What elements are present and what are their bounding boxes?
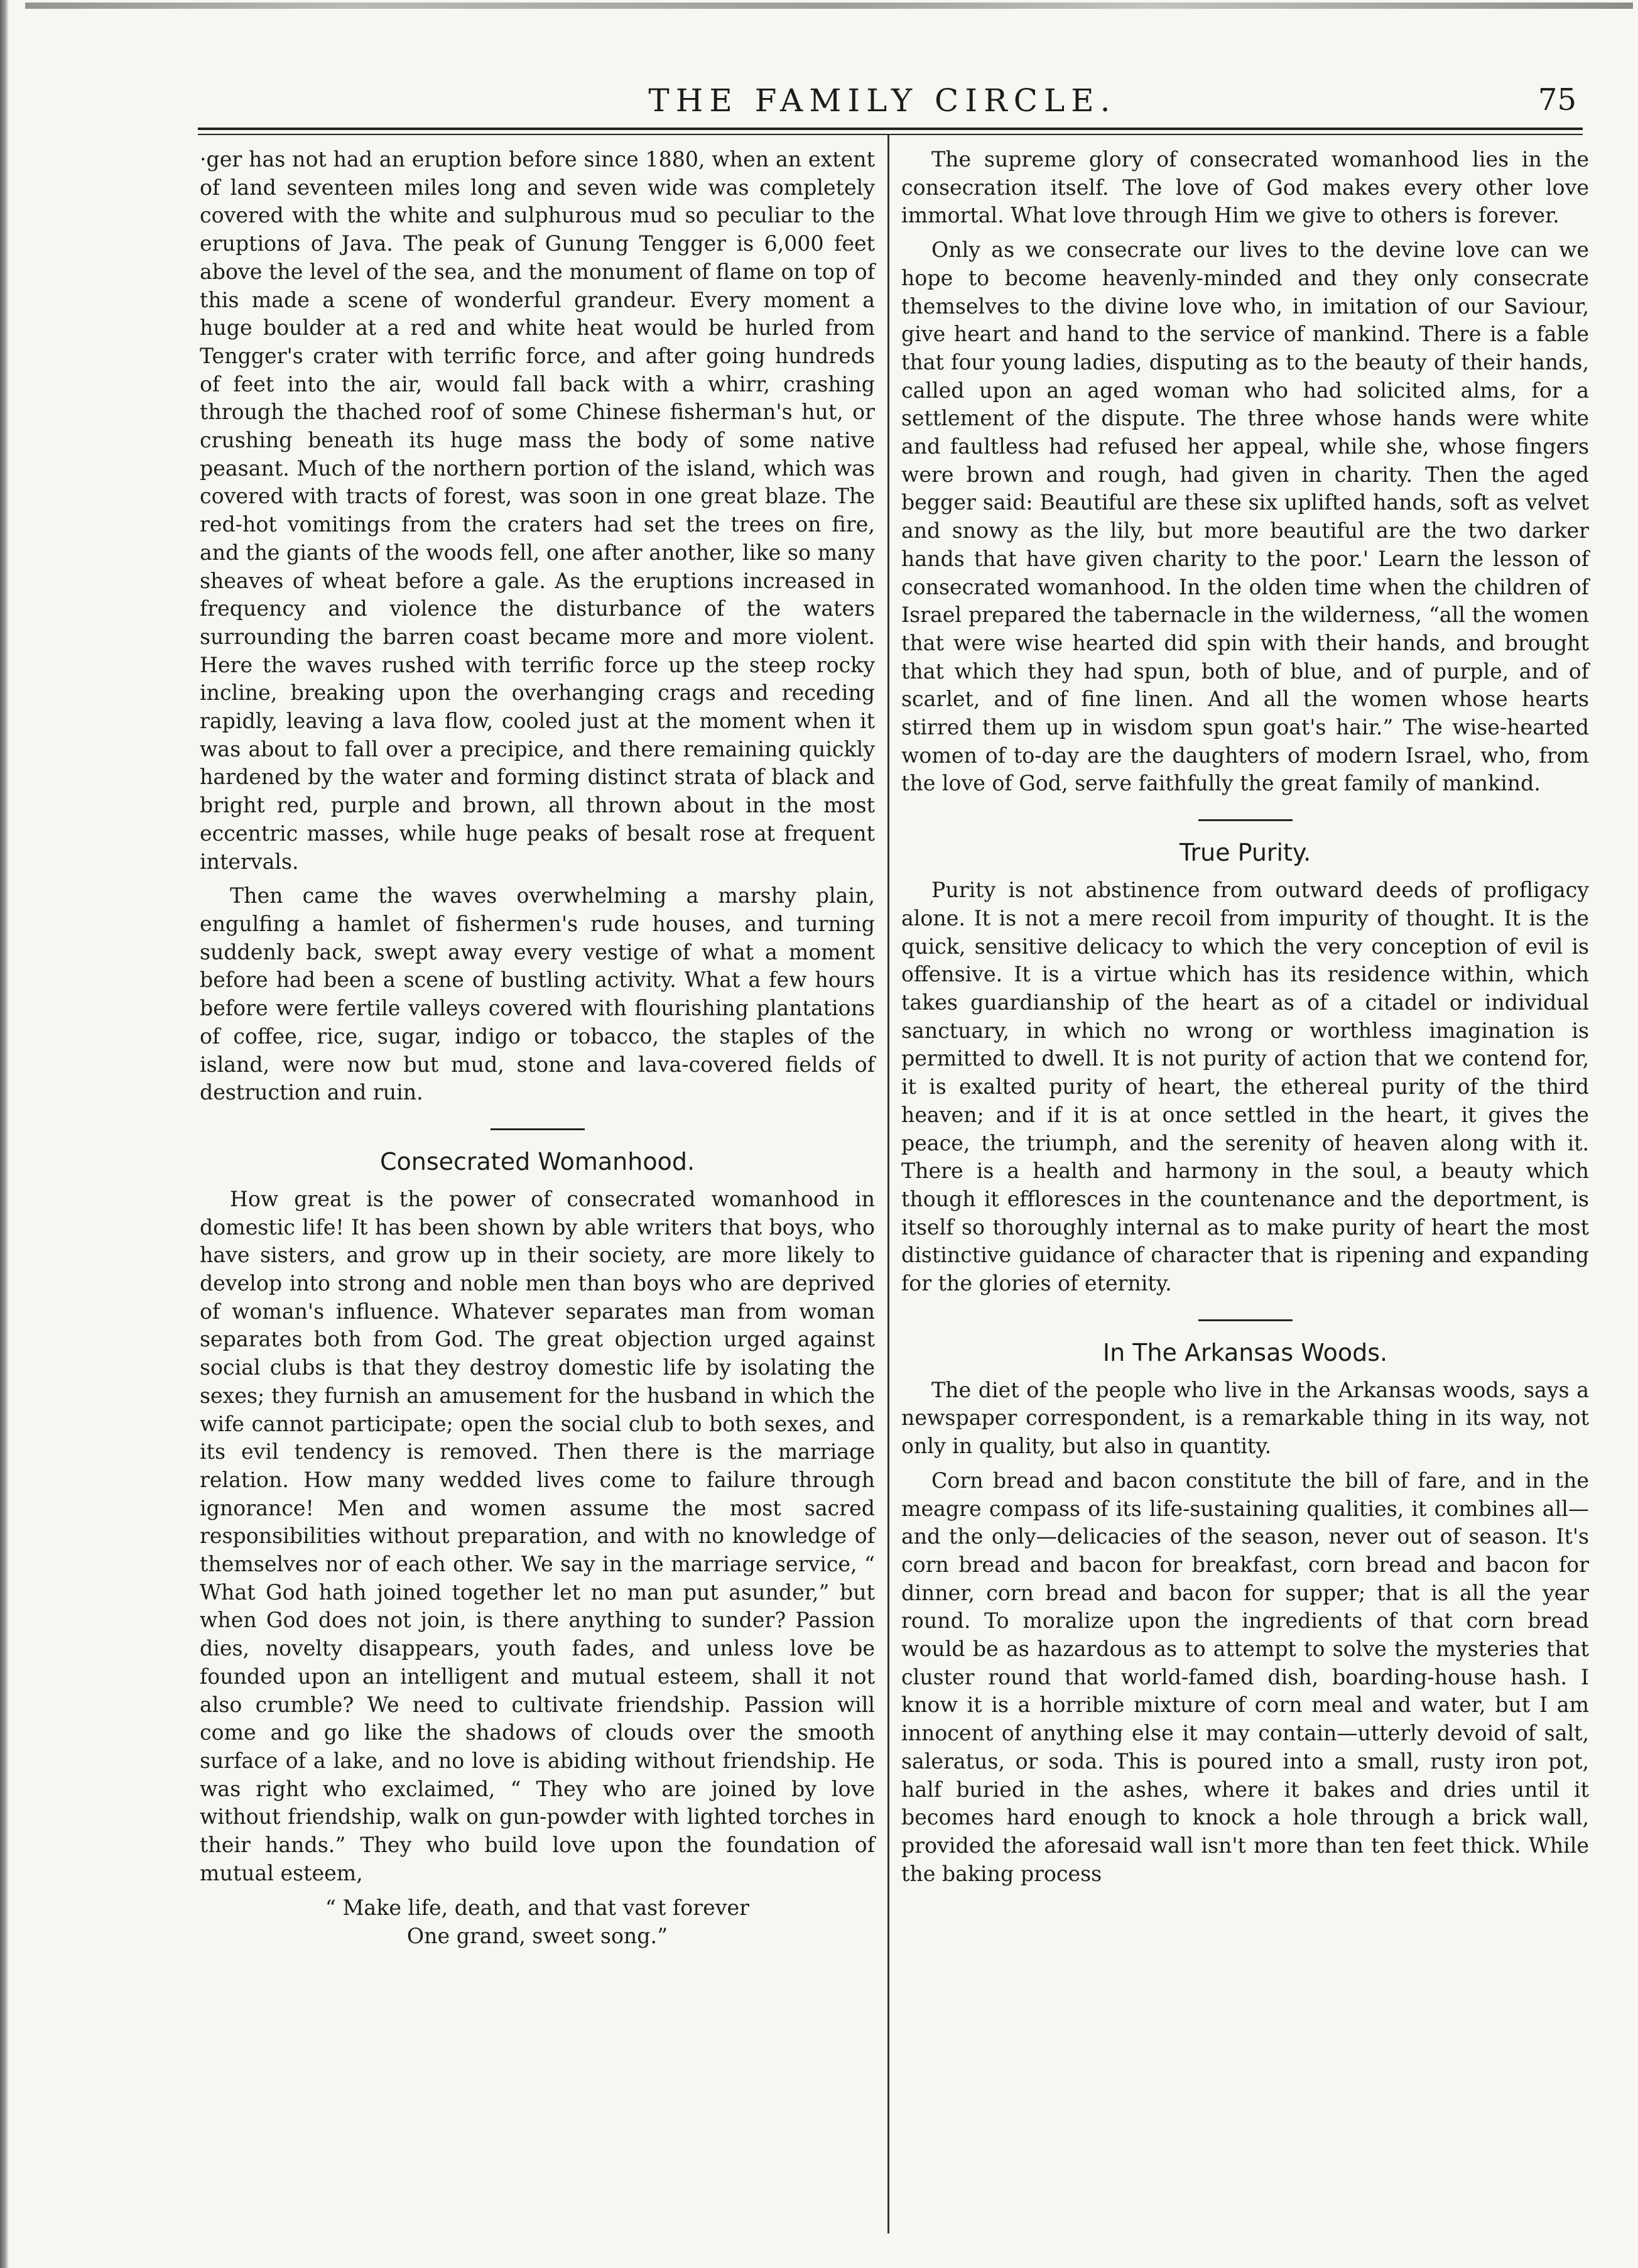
section-heading-consecrated-womanhood: Consecrated Womanhood. <box>379 1147 695 1175</box>
purity-paragraph: Purity is not abstinence from outward deeds of profligacy alone. It is not a mere recoil from impurity of thought. It is the quick, sensitive delicacy to which the very conception of evil is offensive. It is a virtue which has its residence within, which takes guardianship of the heart as of a citadel or individual sanctuary, in which no wrong or worthless imagination is permitted to dwell. It is not purity of action that we contend for, it is exalted purity of heart, the ethereal purity of the third heaven; and if it is at once settled in the heart, it gives the peace, the triumph, and the serenity of heaven along with it. There is a health and harmony in the soul, a beauty which though it effloresces in the countenance and the deportment, is itself so thoroughly internal as to make purity of heart the most distinctive guidance of character that is ripening and expanding for the glories of eternity. <box>901 878 1589 1296</box>
corn-bread-paragraph: Corn bread and bacon constitute the bill of fare, and in the meagre compass of its life-sustaining qualities, it combines all—and the only—delicacies of the season, never out of season. It's corn bread and bacon for breakfast, corn bread and bacon for dinner, corn bread and bacon for supper; that is all the year round. To moralize upon the ingredients of that corn bread would be as hazardous as to attempt to solve the mysteries that cluster round that world-famed dish, boarding-house hash. I know it is a horrible mixture of corn meal and water, but I am innocent of anything else it may contain—utterly devoid of salt, saleratus, or soda. This is poured into a small, rusty iron pot, half buried in the ashes, where it bakes and dries until it becomes hard enough to knock a hole through a brick wall, provided the aforesaid wall isn't more than ten feet thick. While the baking process <box>901 1468 1589 1886</box>
page-edge-shadow <box>0 0 9 2268</box>
left-column <box>200 146 875 1950</box>
page-header <box>188 79 1576 123</box>
column-divider <box>887 135 889 2233</box>
arkansas-intro-paragraph: The diet of the people who live in the Arkansas woods, says a newspaper correspondent, is a remarkable thing in its way, not only in quality, but also in quantity. <box>901 1377 1589 1459</box>
section-separator <box>1198 1319 1293 1321</box>
right-column <box>901 146 1589 1888</box>
section-heading-arkansas-woods: In The Arkansas Woods. <box>1102 1338 1388 1366</box>
scan-top-border <box>25 3 1633 9</box>
womanhood-paragraph: How great is the power of consecrated womanhood in domestic life! It has been shown by able writers that boys, who have sisters, and grow up in their society, are more likely to develop into strong and noble men than boys who are deprived of woman's influence. Whatever separates man from woman separates both from God. The great objection urged against social clubs is that they destroy domestic life by isolating the sexes; they furnish an amusement for the husband in which the wife cannot participate; open the social club to both sexes, and its evil tendency is removed. Then there is the marriage relation. How many wedded lives come to failure through ignorance! Men and women assume the most sacred responsibilities without preparation, and with no knowledge of themselves nor of each other. We say in the marriage service, “ What God hath joined together let no man put asunder,” but when God does not join, is there anything to sunder? Passion dies, novelty disappears, youth fades, and unless love be founded upon an intelligent and mutual esteem, shall it not also crumble? We need to cultivate friendship. Passion will come and go like the shadows of clouds over the smooth surface of a lake, and no love is abiding without friendship. He was right who exclaimed, “ They who are joined by love without friendship, walk on gun-powder with lighted torches in their hands.” They who build love upon the foundation of mutual esteem, <box>200 1186 875 1885</box>
devine-love-paragraph: Only as we consecrate our lives to the devine love can we hope to become heavenly-minded and they only consecrate themselves to the divine love who, in imitation of our Saviour, give heart and hand to the service of mankind. There is a fable that four young ladies, disputing as to the beauty of their hands, called upon an aged woman who had solicited alms, for a settlement of the dispute. The three whose hands were white and faultless had refused her appeal, while she, whose fingers were brown and rough, had given in charity. Then the aged begger said: Beautiful are these six uplifted hands, soft as velvet and snowy as the lily, but more beautiful are the two darker hands that have given charity to the poor.' Learn the lesson of consecrated womanhood. In the olden time when the children of Israel prepared the tabernacle in the wilderness, “all the women that were wise hearted did spin with their hands, and brought that which they had spun, both of blue, and of purple, and of scarlet, and of fine linen. And all the women whose hearts stirred them up in wisdom spun goat's hair.” The wise-hearted women of to-day are the daughters of modern Israel, who, from the love of God, serve faithfully the great family of mankind. <box>901 237 1589 796</box>
supreme-glory-paragraph: The supreme glory of consecrated womanhood lies in the consecration itself. The love of God makes every other love immortal. What love through Him we give to others is forever. <box>901 147 1589 228</box>
poem-line-1: “ Make life, death, and that vast forever <box>325 1895 750 1921</box>
waves-paragraph: Then came the waves overwhelming a marshy plain, engulfing a hamlet of fishermen's rude houses, and turning suddenly back, swept away every vestige of what a moment before had been a scene of bustling activity. What a few hours before were fertile valleys covered with flourishing plantations of coffee, rice, sugar, indigo or tobacco, the staples of the island, were now but mud, stone and lava-covered fields of destruction and ruin. <box>200 883 875 1105</box>
poem-quote <box>200 1894 875 1950</box>
header-rule <box>198 128 1583 135</box>
eruption-paragraph: ·ger has not had an eruption before since 1880, when an extent of land seventeen miles long and seven wide was completely covered with the white and sulphurous mud so peculiar to the eruptions of Java. The peak of Gunung Tengger is 6,000 feet above the level of the sea, and the monument of flame on top of this made a scene of wonderful grandeur. Every moment a huge boulder at a red and white heat would be hurled from Tengger's crater with terrific force, and after going hundreds of feet into the air, would fall back with a whirr, crashing through the thached roof of some Chinese fisherman's hut, or crushing beneath its huge mass the body of some native peasant. Much of the northern portion of the island, which was covered with tracts of forest, was soon in one great blaze. The red-hot vomitings from the craters had set the trees on fire, and the giants of the woods fell, one after another, like so many sheaves of wheat before a gale. As the eruptions increased in frequency and violence the disturbance of the waters surrounding the barren coast became more and more violent. Here the waves rushed with terrific force up the steep rocky incline, breaking upon the overhanging crags and receding rapidly, leaving a lava flow, cooled just at the moment when it was about to fall over a precipice, and there remaining quickly hardened by the water and forming distinct strata of black and bright red, purple and brown, all thrown about in the most eccentric masses, while huge peaks of besalt rose at frequent intervals. <box>200 147 875 874</box>
poem-line-2: One grand, sweet song.” <box>406 1924 668 1949</box>
section-separator <box>1198 819 1293 821</box>
section-heading-true-purity: True Purity. <box>1179 839 1311 867</box>
journal-title: THE FAMILY CIRCLE. <box>648 82 1117 119</box>
page-number: 75 <box>1538 82 1576 117</box>
section-separator <box>491 1128 585 1130</box>
